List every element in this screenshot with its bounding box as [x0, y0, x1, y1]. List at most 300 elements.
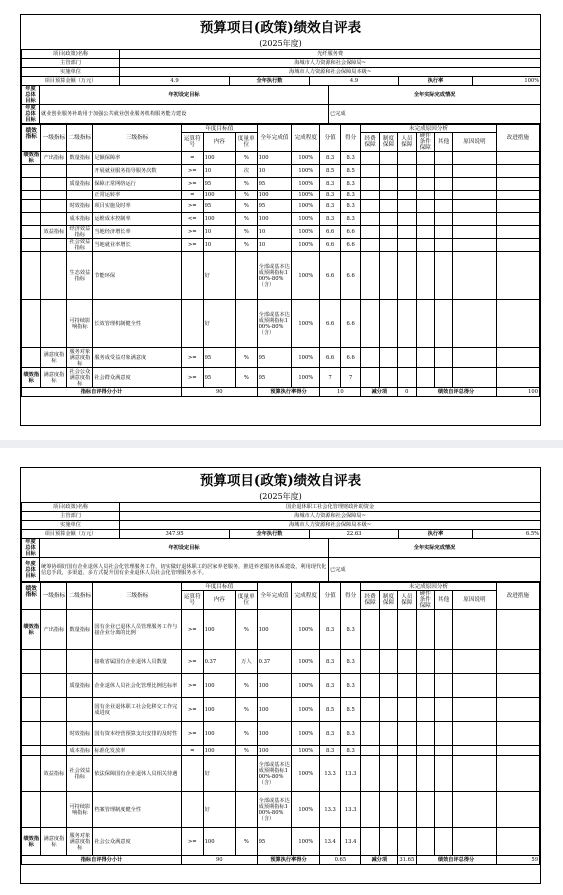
level2-cell: [41, 300, 67, 348]
table-row: [22, 368, 540, 388]
header-unit: 度量单位: [236, 591, 258, 610]
level1-cell: [22, 200, 41, 213]
level1-cell: [22, 178, 41, 191]
op-symbol: =: [181, 191, 203, 200]
header-level1: 一级指标: [41, 125, 67, 152]
header-weight: 分值: [320, 125, 341, 152]
goal-text: 就业创业服务补助用于加强公共就业创业服务机构服务能力建设: [40, 105, 329, 124]
reason-cell: [398, 213, 416, 226]
reason-cell: [379, 252, 397, 300]
level2-cell: 满意度指标: [41, 348, 67, 368]
reason-cell: [379, 200, 397, 213]
level2-cell: 效益指标: [41, 226, 67, 239]
reason-cell: [416, 368, 434, 388]
weight-cell: 7: [320, 368, 341, 388]
score-cell: 6.6: [340, 226, 361, 239]
level3-cell: 时效指标: [67, 200, 93, 213]
target-content: 10: [203, 239, 235, 252]
indicator-name: 依法保障国有企业退休人员相关待遇: [93, 756, 182, 792]
label-annual-goal: 年度总体目标: [22, 539, 40, 558]
op-symbol: >=: [181, 698, 203, 722]
reason-cell: [496, 650, 539, 674]
header-full-year: 全年完成值: [257, 125, 292, 152]
indicator-table: [21, 124, 540, 397]
score-cell: 13.3: [340, 756, 361, 792]
deduct-label: 减分项: [361, 388, 398, 397]
target-content: 95: [203, 178, 235, 191]
reason-cell: [453, 152, 496, 165]
indicator-name: 正常运转率: [93, 191, 182, 200]
label-annual-goal-2: 年度总体目标: [22, 558, 40, 582]
full-year-value: 100: [257, 746, 292, 756]
level3-cell: 社会效益指标: [67, 239, 93, 252]
full-year-value: 全部或基本达成预期指标100%-80%（含）: [257, 756, 292, 792]
reason-cell: [496, 213, 539, 226]
reason-cell: [496, 722, 539, 746]
reason-cell: [434, 650, 452, 674]
indicator-total: 90: [181, 388, 257, 397]
reason-cell: [379, 300, 397, 348]
reason-cell: [434, 239, 452, 252]
reason-cell: [496, 191, 539, 200]
unit-cell: %: [236, 200, 258, 213]
weight-cell: 13.3: [320, 756, 341, 792]
weight-cell: 13.4: [320, 828, 341, 856]
reason-cell: [453, 191, 496, 200]
level3-cell: [67, 165, 93, 178]
table-row: [22, 300, 540, 348]
full-year-value: 100: [257, 674, 292, 698]
evaluation-form-1: [20, 14, 541, 426]
reason-cell: [496, 239, 539, 252]
value-unit: 海城市人力资源和社会保障局本级~: [120, 68, 541, 77]
reason-cell: [416, 610, 434, 650]
header-r-system: 制度保障: [379, 591, 397, 610]
indicator-name: 足额保障率: [93, 152, 182, 165]
reason-cell: [398, 191, 416, 200]
table-row: [22, 152, 540, 165]
header-r-staff: 人员保障: [398, 591, 416, 610]
label-budget: 项目预算金额（万元）: [22, 530, 120, 539]
reason-cell: [398, 828, 416, 856]
total-score: 59: [496, 856, 539, 865]
weight-cell: 8.3: [320, 746, 341, 756]
total-label: 指标自评得分小计: [22, 856, 182, 865]
total-score-label: 绩效自评总得分: [416, 856, 496, 865]
indicator-name: 当地就业率增长: [93, 239, 182, 252]
label-exec-rate: 执行率: [399, 530, 473, 539]
reason-cell: [496, 746, 539, 756]
reason-cell: [416, 165, 434, 178]
reason-cell: [398, 610, 416, 650]
level3-cell: 数量指标: [67, 610, 93, 650]
op-symbol: >=: [181, 828, 203, 856]
level3-cell: [67, 650, 93, 674]
completion-rate: 100%: [292, 828, 320, 856]
full-year-value: 10: [257, 226, 292, 239]
indicator-table: [21, 582, 540, 865]
reason-cell: [416, 792, 434, 828]
reason-cell: [361, 722, 379, 746]
full-year-value: 95: [257, 348, 292, 368]
reason-cell: [379, 756, 397, 792]
reason-cell: [416, 674, 434, 698]
indicator-name: 运维成本控制率: [93, 213, 182, 226]
score-cell: 6.6: [340, 348, 361, 368]
reason-cell: [361, 239, 379, 252]
reason-cell: [379, 698, 397, 722]
reason-cell: [379, 368, 397, 388]
level2-cell: [41, 239, 67, 252]
blank-cell: [22, 142, 41, 152]
reason-cell: [398, 756, 416, 792]
value-budget: 4.9: [120, 77, 230, 86]
header-r-hardware: 硬件条件保障: [416, 591, 434, 610]
reason-cell: [496, 828, 539, 856]
reason-cell: [453, 792, 496, 828]
level1-cell: [22, 650, 41, 674]
level3-cell: 可持续影响指标: [67, 300, 93, 348]
reason-cell: [398, 698, 416, 722]
completion-rate: 100%: [292, 650, 320, 674]
reason-cell: [416, 722, 434, 746]
reason-cell: [361, 746, 379, 756]
target-content: 100: [203, 828, 235, 856]
level3-cell: 服务对象满意度指标: [67, 348, 93, 368]
score-cell: 8.3: [340, 152, 361, 165]
header-level1: 一级指标: [41, 583, 67, 610]
score-cell: 8.3: [340, 200, 361, 213]
table-row: [22, 792, 540, 828]
table-row: [22, 226, 540, 239]
value-unit: 海城市人力资源和社会保障局本级~: [120, 521, 541, 530]
reason-cell: [453, 698, 496, 722]
reason-cell: [434, 348, 452, 368]
weight-cell: 8.3: [320, 213, 341, 226]
weight-cell: 8.3: [320, 650, 341, 674]
completion-rate: 100%: [292, 348, 320, 368]
label-annual-goal-2: 年度总体目标: [22, 105, 40, 124]
header-content: 内容: [203, 591, 235, 610]
evaluation-form-2: [20, 467, 541, 884]
reason-cell: [453, 252, 496, 300]
weight-cell: 8.3: [320, 610, 341, 650]
completion-rate: 100%: [292, 152, 320, 165]
reason-cell: [379, 165, 397, 178]
score-cell: 8.3: [340, 674, 361, 698]
reason-cell: [453, 165, 496, 178]
indicator-name: 当地经济增长率: [93, 226, 182, 239]
op-symbol: >=: [181, 239, 203, 252]
level1-cell: [22, 756, 41, 792]
reason-cell: [398, 650, 416, 674]
reason-cell: [361, 368, 379, 388]
score-cell: 7: [340, 368, 361, 388]
score-cell: 8.3: [340, 191, 361, 200]
full-year-value: 全部或基本达成预期指标100%-80%（含）: [257, 792, 292, 828]
unit-cell: [236, 792, 258, 828]
level3-cell: 成本指标: [67, 746, 93, 756]
level2-cell: [41, 178, 67, 191]
reason-cell: [434, 252, 452, 300]
actual-text: 已完成: [329, 105, 541, 124]
indicator-label: 绩效指标: [22, 583, 41, 601]
reason-cell: [361, 165, 379, 178]
reason-cell: [453, 178, 496, 191]
reason-cell: [361, 213, 379, 226]
level3-cell: 服务对象满意度指标: [67, 828, 93, 856]
table-row: [22, 165, 540, 178]
target-content: 10: [203, 226, 235, 239]
label-initial-goal: 年初设定目标: [40, 86, 329, 105]
op-symbol: >=: [181, 165, 203, 178]
op-symbol: [181, 252, 203, 300]
reason-cell: [398, 348, 416, 368]
reason-cell: [398, 200, 416, 213]
indicator-name: 社会公众满意度: [93, 828, 182, 856]
unit-cell: [236, 252, 258, 300]
reason-cell: [453, 348, 496, 368]
level2-cell: 产出指标: [41, 610, 67, 650]
op-symbol: >=: [181, 200, 203, 213]
full-year-value: 全部或基本达成预期指标100%-80%（含）: [257, 252, 292, 300]
level2-cell: [41, 792, 67, 828]
completion-rate: 100%: [292, 300, 320, 348]
full-year-value: 全部或基本达成预期指标100%-80%（含）: [257, 300, 292, 348]
completion-rate: 100%: [292, 191, 320, 200]
reason-cell: [379, 828, 397, 856]
reason-cell: [453, 213, 496, 226]
reason-cell: [379, 191, 397, 200]
score-cell: 8.3: [340, 722, 361, 746]
level1-cell: [22, 348, 41, 368]
form-title: 预算项目(政策)绩效自评表: [199, 20, 362, 36]
label-department: 主管部门: [22, 59, 120, 68]
full-year-value: 100: [257, 152, 292, 165]
full-year-value: 95: [257, 200, 292, 213]
weight-cell: 8.3: [320, 152, 341, 165]
reason-cell: [398, 368, 416, 388]
reason-cell: [453, 746, 496, 756]
table-row: [22, 756, 540, 792]
unit-cell: %: [236, 348, 258, 368]
unit-cell: [236, 300, 258, 348]
score-cell: 6.6: [340, 239, 361, 252]
reason-cell: [416, 300, 434, 348]
form-year: (2025年度): [259, 492, 302, 501]
unit-cell: %: [236, 191, 258, 200]
page-divider: [0, 440, 563, 448]
completion-rate: 100%: [292, 200, 320, 213]
reason-cell: [434, 792, 452, 828]
reason-cell: [496, 200, 539, 213]
indicator-name: 保障正常网络运行: [93, 178, 182, 191]
table-row: [22, 698, 540, 722]
level3-cell: 可持续影响指标: [67, 792, 93, 828]
total-score: 100: [496, 388, 539, 397]
score-cell: 8.3: [340, 213, 361, 226]
target-content: 100: [203, 152, 235, 165]
reason-cell: [379, 226, 397, 239]
level3-cell: 经济效益指标: [67, 226, 93, 239]
info-table: [21, 49, 541, 124]
reason-cell: [416, 178, 434, 191]
reason-cell: [453, 226, 496, 239]
reason-cell: [398, 152, 416, 165]
reason-cell: [416, 191, 434, 200]
reason-cell: [496, 165, 539, 178]
header-reasons: 未完成原因分析: [361, 125, 496, 133]
value-exec-rate: 100%: [473, 77, 541, 86]
reason-cell: [361, 828, 379, 856]
header-completion: 完成程度: [292, 125, 320, 152]
header-r-fund: 经费保障: [361, 591, 379, 610]
level2-cell: 效益指标: [41, 756, 67, 792]
form-title: 预算项目(政策)绩效自评表: [199, 473, 362, 489]
op-symbol: [181, 792, 203, 828]
level2-cell: [41, 252, 67, 300]
reason-cell: [416, 746, 434, 756]
target-content: 100: [203, 722, 235, 746]
header-score: 得分: [340, 125, 361, 152]
indicator-name: 国有企业已退休人员管理服务工作与接企业分离的比例: [93, 610, 182, 650]
target-content: 95: [203, 368, 235, 388]
label-project-name: 项目(政策)名称: [22, 50, 120, 59]
header-improve: 改进措施: [496, 125, 539, 152]
level2-cell: [41, 674, 67, 698]
header-level2: 二级指标: [67, 583, 93, 610]
budget-score-label: 预算执行率得分: [257, 388, 320, 397]
op-symbol: [181, 300, 203, 348]
unit-cell: %: [236, 226, 258, 239]
unit-cell: %: [236, 213, 258, 226]
weight-cell: 8.3: [320, 191, 341, 200]
level1-cell: 绩效指标: [22, 610, 41, 650]
indicator-name: 开展就业服务指导服务次数: [93, 165, 182, 178]
table-row: [22, 200, 540, 213]
table-row: [22, 191, 540, 200]
completion-rate: 100%: [292, 239, 320, 252]
header-score: 得分: [340, 583, 361, 610]
indicator-name: 社会群众满意度: [93, 368, 182, 388]
completion-rate: 100%: [292, 165, 320, 178]
header-r-fund: 经费保障: [361, 133, 379, 152]
unit-cell: 万人: [236, 650, 258, 674]
label-actual: 全年实际完成情况: [329, 539, 541, 558]
full-year-value: 100: [257, 191, 292, 200]
table-row: [22, 674, 540, 698]
value-annual-exec: 22.63: [310, 530, 399, 539]
label-annual-goal: 年度总体目标: [22, 86, 40, 105]
header-level3: 三级指标: [93, 583, 182, 610]
indicator-rows: [22, 610, 540, 856]
level1-cell: [22, 792, 41, 828]
weight-cell: 8.5: [320, 165, 341, 178]
reason-cell: [416, 650, 434, 674]
reason-cell: [379, 152, 397, 165]
reason-cell: [434, 828, 452, 856]
reason-cell: [379, 722, 397, 746]
score-cell: 8.3: [340, 746, 361, 756]
reason-cell: [416, 239, 434, 252]
table-row: [22, 252, 540, 300]
header-full-year: 全年完成值: [257, 583, 292, 610]
reason-cell: [434, 191, 452, 200]
header-r-desc: 原因说明: [453, 591, 496, 610]
reason-cell: [361, 610, 379, 650]
op-symbol: >=: [181, 178, 203, 191]
weight-cell: 13.3: [320, 792, 341, 828]
level2-cell: [41, 200, 67, 213]
reason-cell: [434, 722, 452, 746]
weight-cell: 6.6: [320, 239, 341, 252]
info-table: [21, 502, 541, 582]
reason-cell: [361, 200, 379, 213]
reason-cell: [434, 756, 452, 792]
reason-cell: [361, 252, 379, 300]
header-level3: 三级指标: [93, 125, 182, 152]
label-unit: 实施单位: [22, 521, 120, 530]
score-cell: 8.5: [340, 165, 361, 178]
reason-cell: [453, 756, 496, 792]
level2-cell: [41, 698, 67, 722]
full-year-value: 100: [257, 698, 292, 722]
reason-cell: [496, 792, 539, 828]
header-target: 年度目标值: [181, 125, 257, 133]
deduct-value: 31.65: [399, 857, 415, 863]
full-year-value: 100: [257, 610, 292, 650]
reason-cell: [416, 348, 434, 368]
op-symbol: >=: [181, 674, 203, 698]
target-content: 10: [203, 165, 235, 178]
reason-cell: [361, 792, 379, 828]
level2-cell: [41, 722, 67, 746]
target-content: 100: [203, 213, 235, 226]
reason-cell: [434, 200, 452, 213]
reason-cell: [416, 152, 434, 165]
reason-cell: [434, 300, 452, 348]
total-label: 指标自评得分小计: [22, 388, 182, 397]
level2-cell: [41, 213, 67, 226]
indicator-total: 90: [181, 856, 257, 865]
reason-cell: [496, 368, 539, 388]
reason-cell: [416, 756, 434, 792]
reason-cell: [398, 226, 416, 239]
completion-rate: 100%: [292, 698, 320, 722]
value-annual-exec: 4.9: [310, 77, 399, 86]
label-actual: 全年实际完成情况: [329, 86, 541, 105]
target-content: 100: [203, 698, 235, 722]
reason-cell: [453, 300, 496, 348]
header-r-other: 其他: [434, 591, 452, 610]
value-department: 海城市人力资源和社会保障局~: [120, 59, 541, 68]
reason-cell: [453, 200, 496, 213]
reason-cell: [416, 213, 434, 226]
completion-rate: 100%: [292, 756, 320, 792]
indicator-label: 绩效指标: [22, 125, 41, 143]
full-year-value: 100: [257, 722, 292, 746]
label-exec-rate: 执行率: [399, 77, 473, 86]
budget-score: 0.65: [320, 856, 361, 865]
header-reasons: 未完成原因分析: [361, 583, 496, 591]
reason-cell: [496, 178, 539, 191]
label-initial-goal: 年初设定目标: [40, 539, 329, 558]
level1-cell: [22, 226, 41, 239]
reason-cell: [416, 252, 434, 300]
budget-score: 10: [320, 388, 361, 397]
reason-cell: [416, 698, 434, 722]
reason-cell: [379, 239, 397, 252]
